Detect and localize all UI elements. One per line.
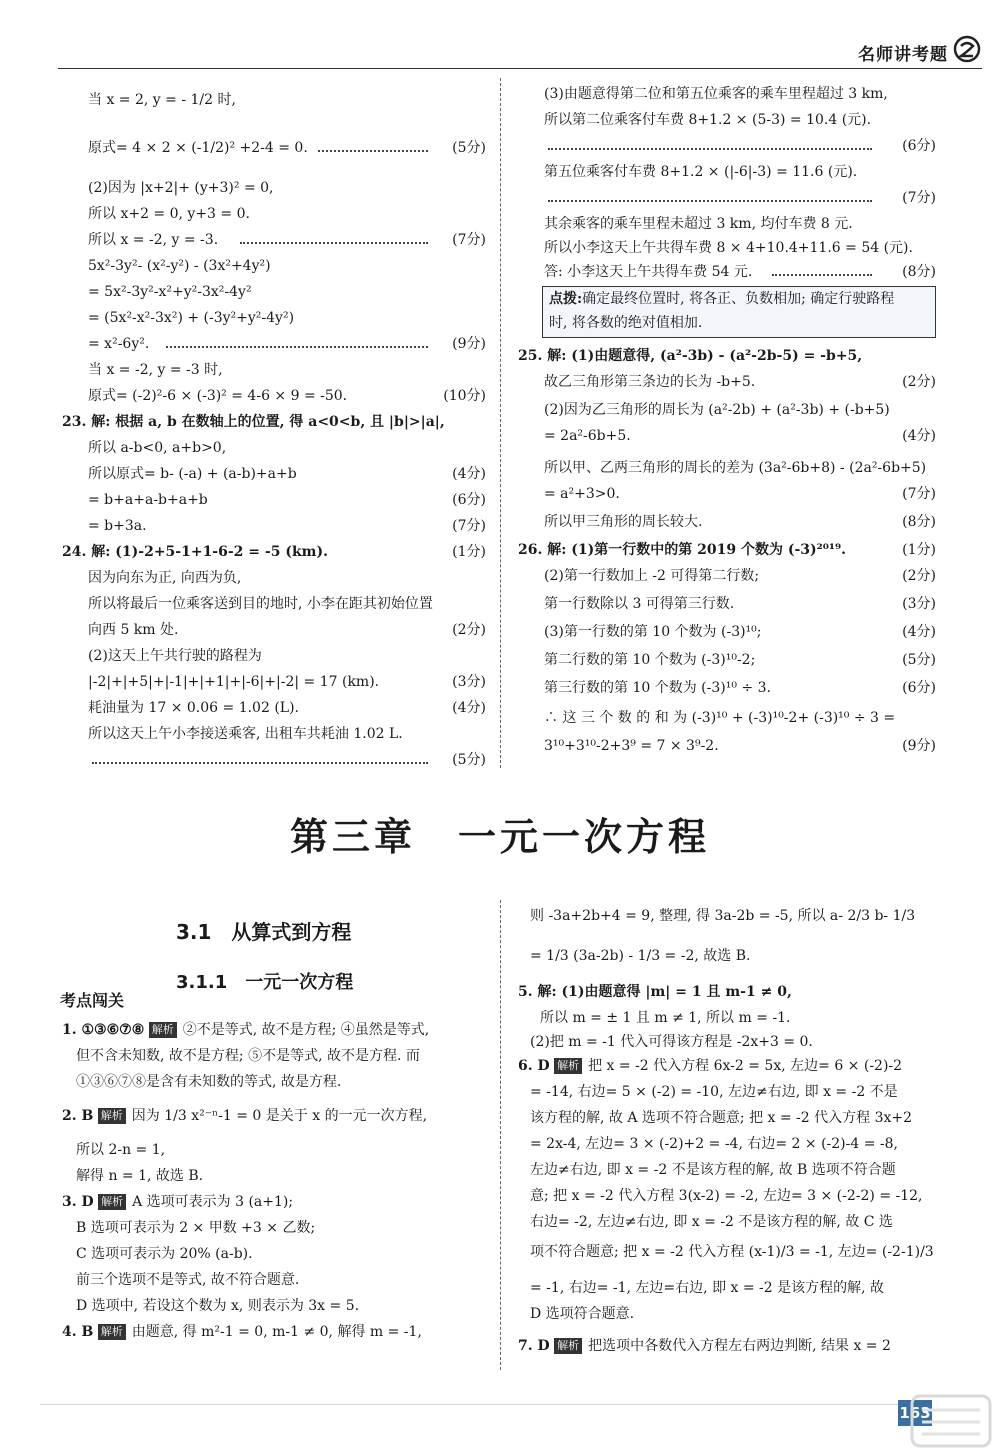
text-line: = 2x-4, 左边= 3 × (-2)+2 = -4, 右边= 2 × (-2)-4 = -8,	[530, 1136, 898, 1152]
score-label: (6分)	[902, 138, 936, 154]
text-line: (3)第一行数的第 10 个数为 (-3)¹⁰;	[544, 624, 762, 640]
question-23: 23. 解: 根据 a, b 在数轴上的位置, 得 a<0<b, 且 |b|>|a|,	[62, 414, 445, 430]
answer-2-key: 2. B	[62, 1108, 94, 1124]
score-label: (1分)	[902, 542, 936, 558]
text-line: 所以 a-b<0, a+b>0,	[88, 440, 227, 456]
score-label: (4分)	[452, 700, 486, 716]
question-25: 25. 解: (1)由题意得, (a²-3b) - (a²-2b-5) = -b+5,	[518, 348, 863, 364]
text-line: 耗油量为 17 × 0.06 = 1.02 (L).	[88, 700, 299, 716]
text-line: 当 x = -2, y = -3 时,	[88, 362, 223, 378]
text-line: 当 x = 2, y = - 1/2 时,	[88, 92, 236, 108]
dot-leader	[240, 242, 428, 244]
header-brand: 名师讲考题	[858, 45, 948, 65]
column-divider-bottom	[500, 900, 501, 1370]
text-line: 原式= 4 × 2 × (-1/2)² +2-4 = 0.	[88, 140, 308, 156]
score-label: (1分)	[452, 544, 486, 560]
score-label: (8分)	[902, 514, 936, 530]
text-line: 第一行数除以 3 可得第三行数.	[544, 596, 735, 612]
answer-6	[518, 1054, 902, 1078]
text-line: = b+a+a-b+a+b	[88, 492, 208, 508]
column-divider-top	[500, 78, 501, 768]
text-line: 第三行数的第 10 个数为 (-3)¹⁰ ÷ 3.	[544, 680, 771, 696]
score-label: (4分)	[902, 428, 936, 444]
score-label: (3分)	[452, 674, 486, 690]
tip-line-2: 时, 将各数的绝对值相加.	[549, 315, 703, 331]
question-5: 5. 解: (1)由题意得 |m| = 1 且 m-1 ≠ 0,	[518, 984, 792, 1000]
header-rule	[58, 68, 982, 69]
page-number: 163	[898, 1400, 932, 1426]
text-line: 前三个选项不是等式, 故不符合题意.	[76, 1272, 300, 1288]
text-line: A 选项可表示为 3 (a+1);	[132, 1194, 294, 1210]
text-line: 所以甲三角形的周长较大.	[544, 514, 703, 530]
text-line: B 选项可表示为 2 × 甲数 +3 × 乙数;	[76, 1220, 316, 1236]
answer-3-key: 3. D	[62, 1194, 94, 1210]
text-line: |-2|+|+5|+|-1|+|+1|+|-6|+|-2| = 17 (km).	[88, 674, 380, 690]
text-line: 所以第二位乘客付车费 8+1.2 × (5-3) = 10.4 (元).	[544, 112, 872, 128]
text-line: 5x²-3y²- (x²-y²) - (3x²+4y²)	[88, 258, 271, 274]
score-label: (6分)	[902, 680, 936, 696]
score-label: (5分)	[452, 752, 486, 768]
score-label: (8分)	[902, 264, 936, 280]
score-label: (6分)	[452, 492, 486, 508]
analysis-badge: 解析	[98, 1108, 126, 1124]
dot-leader	[92, 762, 428, 764]
score-label: (10分)	[443, 388, 486, 404]
answer-6-key: 6. D	[518, 1058, 550, 1074]
text-line: 该方程的解, 故 A 选项不符合题意; 把 x = -2 代入方程 3x+2	[530, 1110, 913, 1126]
tip-text: 确定最终位置时, 将各正、负数相加; 确定行驶路程	[582, 291, 895, 307]
text-line: = 1/3 (3a-2b) - 1/3 = -2, 故选 B.	[530, 948, 751, 964]
text-line: 所以甲、乙两三角形的周长的差为 (3a²-6b+8) - (2a²-6b+5)	[544, 460, 927, 476]
text-line: 所以 2-n = 1,	[76, 1142, 166, 1158]
text-line: 左边≠右边, 即 x = -2 不是该方程的解, 故 B 选项不符合题	[530, 1162, 896, 1178]
footer-rule	[40, 1404, 920, 1405]
text-line: = (5x²-x²-3x²) + (-3y²+y²-4y²)	[88, 310, 295, 326]
dot-leader	[166, 346, 428, 348]
text-line: ∴ 这 三 个 数 的 和 为 (-3)¹⁰ + (-3)¹⁰-2+ (-3)¹⁰ ÷ 3 =	[544, 710, 896, 726]
text-line: (2)因为 |x+2|+ (y+3)² = 0,	[88, 180, 274, 196]
text-line: ②不是等式, 故不是方程; ④虽然是等式,	[182, 1022, 430, 1038]
question-26: 26. 解: (1)第一行数中的第 2019 个数为 (-3)²⁰¹⁹.	[518, 542, 847, 558]
score-label: (9分)	[452, 336, 486, 352]
score-label: (2分)	[902, 568, 936, 584]
subsection-title: 3.1.1 一元一次方程	[176, 972, 354, 993]
text-line: (2)因为乙三角形的周长为 (a²-2b) + (a²-3b) + (-b+5)	[544, 402, 890, 418]
score-label: (2分)	[902, 374, 936, 390]
text-line: 则 -3a+2b+4 = 9, 整理, 得 3a-2b = -5, 所以 a- 2/3 b- 1/3	[530, 908, 916, 924]
score-label: (4分)	[902, 624, 936, 640]
score-label: (7分)	[902, 190, 936, 206]
text-line: 意; 把 x = -2 代入方程 3(x-2) = -2, 左边= 3 × (-2-2) = -12,	[530, 1188, 923, 1204]
section-title: 3.1 从算式到方程	[176, 920, 352, 944]
answer-4	[62, 1320, 422, 1344]
analysis-badge: 解析	[98, 1324, 126, 1340]
text-line: = b+3a.	[88, 518, 147, 534]
text-line: 解得 n = 1, 故选 B.	[76, 1168, 204, 1184]
score-label: (2分)	[452, 622, 486, 638]
text-line: 所以 m = ± 1 且 m ≠ 1, 所以 m = -1.	[540, 1010, 791, 1026]
score-label: (3分)	[902, 596, 936, 612]
analysis-badge: 解析	[149, 1022, 177, 1038]
text-line: 由题意, 得 m²-1 = 0, m-1 ≠ 0, 解得 m = -1,	[131, 1324, 422, 1340]
dot-leader	[772, 274, 872, 276]
text-line: = a²+3>0.	[544, 486, 620, 502]
text-line: 所以小李这天上午共得车费 8 × 4+10.4+11.6 = 54 (元).	[544, 240, 913, 256]
text-line: 把 x = -2 代入方程 6x-2 = 5x, 左边= 6 × (-2)-2	[588, 1058, 903, 1074]
dot-leader	[548, 200, 872, 202]
score-label: (5分)	[902, 652, 936, 668]
text-line: 答: 小李这天上午共得车费 54 元.	[544, 264, 753, 280]
text-line: 因为向东为正, 向西为负,	[88, 570, 242, 586]
text-line: 所以 x+2 = 0, y+3 = 0.	[88, 206, 250, 222]
text-line: 所以原式= b- (-a) + (a-b)+a+b	[88, 466, 297, 482]
tip-box	[542, 286, 936, 338]
question-24: 24. 解: (1)-2+5-1+1-6-2 = -5 (km).	[62, 544, 328, 560]
score-label: (7分)	[452, 518, 486, 534]
kaodian-heading: 考点闯关	[60, 991, 125, 1010]
dot-leader	[548, 148, 872, 150]
text-line: = 2a²-6b+5.	[544, 428, 631, 444]
brand-logo-icon	[952, 34, 982, 64]
text-line: 第二行数的第 10 个数为 (-3)¹⁰-2;	[544, 652, 756, 668]
score-label: (5分)	[452, 140, 486, 156]
text-line: 把选项中各数代入方程左右两边判断, 结果 x = 2	[588, 1338, 891, 1354]
text-line: C 选项可表示为 20% (a-b).	[76, 1246, 253, 1262]
text-line: (2)把 m = -1 代入可得该方程是 -2x+3 = 0.	[530, 1034, 813, 1050]
text-line: 向西 5 km 处.	[88, 622, 179, 638]
dot-leader	[318, 150, 428, 152]
text-line: (3)由题意得第二位和第五位乘客的乘车里程超过 3 km,	[544, 86, 888, 102]
answer-7-key: 7. D	[518, 1338, 550, 1354]
text-line: 故乙三角形第三条边的长为 -b+5.	[544, 374, 756, 390]
text-line: 所以这天上午小李接送乘客, 出租车共耗油 1.02 L.	[88, 726, 403, 742]
text-line: 所以 x = -2, y = -3.	[88, 232, 219, 248]
text-line: 因为 1/3 x²⁻ⁿ-1 = 0 是关于 x 的一元一次方程,	[131, 1108, 428, 1124]
text-line: D 选项中, 若设这个数为 x, 则表示为 3x = 5.	[76, 1298, 360, 1314]
text-line: = -14, 右边= 5 × (-2) = -10, 左边≠右边, 即 x = -2 不是	[530, 1084, 898, 1100]
text-line: = x²-6y².	[88, 336, 150, 352]
text-line: 原式= (-2)²-6 × (-3)² = 4-6 × 9 = -50.	[88, 388, 348, 404]
text-line: 所以将最后一位乘客送到目的地时, 小李在距其初始位置	[88, 596, 433, 612]
watermark-logo-icon	[908, 1390, 994, 1452]
text-line: ①③⑥⑦⑧是含有未知数的等式, 故是方程.	[76, 1074, 342, 1090]
text-line: = -1, 右边= -1, 左边=右边, 即 x = -2 是该方程的解, 故	[530, 1280, 885, 1296]
text-line: 第五位乘客付车费 8+1.2 × (|-6|-3) = 11.6 (元).	[544, 164, 858, 180]
analysis-badge: 解析	[554, 1338, 582, 1354]
text-line: = 5x²-3y²-x²+y²-3x²-4y²	[88, 284, 252, 300]
score-label: (7分)	[452, 232, 486, 248]
text-line: 但不含未知数, 故不是方程; ⑤不是等式, 故不是方程. 而	[76, 1048, 420, 1064]
answer-1-key: 1. ①③⑥⑦⑧	[62, 1022, 145, 1038]
text-line: 项不符合题意; 把 x = -2 代入方程 (x-1)/3 = -1, 左边= (-2-1)/3	[530, 1244, 934, 1260]
answer-7	[518, 1334, 891, 1358]
text-line: (2)第一行数加上 -2 可得第二行数;	[544, 568, 760, 584]
tip-line-1	[549, 287, 894, 311]
answer-4-key: 4. B	[62, 1324, 94, 1340]
text-line: (2)这天上午共行驶的路程为	[88, 648, 262, 664]
score-label: (4分)	[452, 466, 486, 482]
chapter-title: 第三章 一元一次方程	[289, 815, 710, 859]
tip-label: 点拨:	[549, 291, 583, 307]
score-label: (7分)	[902, 486, 936, 502]
answer-2	[62, 1104, 427, 1128]
text-line: 其余乘客的乘车里程未超过 3 km, 均付车费 8 元.	[544, 216, 853, 232]
score-label: (9分)	[902, 738, 936, 754]
text-line: 右边= -2, 左边≠右边, 即 x = -2 不是该方程的解, 故 C 选	[530, 1214, 893, 1230]
answer-1	[62, 1018, 429, 1042]
answer-3	[62, 1190, 293, 1214]
text-line: 3¹⁰+3¹⁰-2+3⁹ = 7 × 3⁹-2.	[544, 738, 719, 754]
analysis-badge: 解析	[554, 1058, 582, 1074]
analysis-badge: 解析	[98, 1194, 126, 1210]
text-line: D 选项符合题意.	[530, 1306, 635, 1322]
